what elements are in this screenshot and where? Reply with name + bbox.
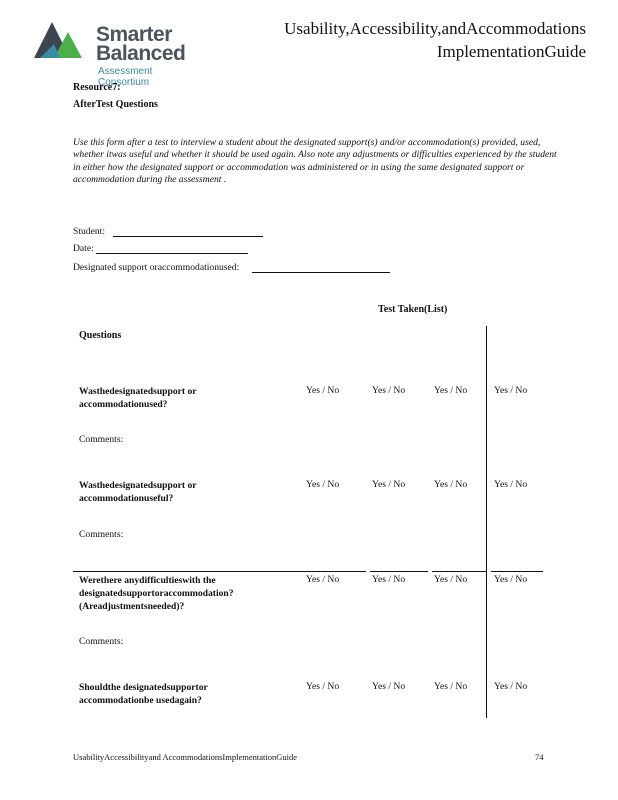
question-1 bbox=[79, 385, 299, 411]
question-3-line2: designatedsupportoraccommodation? bbox=[79, 588, 234, 599]
date-field bbox=[73, 243, 248, 254]
designated-line[interactable] bbox=[252, 262, 390, 273]
document-title-line1: Usability,Accessibility,andAccommodations bbox=[284, 19, 586, 38]
comments-label: Comments: bbox=[79, 434, 124, 445]
page-number: 74 bbox=[535, 752, 544, 762]
table-horizontal-divider bbox=[73, 571, 543, 572]
answer-yes-no[interactable]: Yes / No bbox=[306, 574, 340, 585]
answer-yes-no[interactable]: Yes / No bbox=[434, 385, 468, 396]
question-3-line1: Werethere anydifficultieswith the bbox=[79, 575, 216, 586]
answer-yes-no[interactable]: Yes / No bbox=[434, 681, 468, 692]
question-4 bbox=[79, 681, 299, 707]
instructions-paragraph: Use this form after a test to interview a student about the designated support(s) and/or accommodation(s) provided, used, whether itwas useful and whether it should be used again. Also note any adjustments or difficulties experienced by the student in either how the designated support or accommodation was administered or in using the same designated support or accommodation during the assessment . bbox=[73, 137, 557, 186]
logo-mark-icon bbox=[30, 14, 100, 64]
answer-yes-no[interactable]: Yes / No bbox=[372, 385, 406, 396]
question-2 bbox=[79, 479, 299, 505]
logo-text-consortium: Assessment Consortium bbox=[98, 66, 153, 88]
divider-gap bbox=[487, 571, 491, 572]
question-1-line1: Wasthedesignatedsupport or bbox=[79, 386, 197, 397]
question-3 bbox=[79, 574, 299, 613]
question-4-line2: accommodationbe usedagain? bbox=[79, 695, 202, 706]
designated-field bbox=[73, 262, 390, 273]
document-title-line2: ImplementationGuide bbox=[436, 42, 586, 61]
answer-yes-no[interactable]: Yes / No bbox=[434, 479, 468, 490]
comments-label: Comments: bbox=[79, 529, 124, 540]
answer-yes-no[interactable]: Yes / No bbox=[494, 681, 528, 692]
logo-text-smarter: Smarter bbox=[96, 23, 172, 46]
document-title bbox=[206, 17, 586, 63]
form-title: AfterTest Questions bbox=[73, 99, 158, 110]
answer-yes-no[interactable]: Yes / No bbox=[494, 574, 528, 585]
student-line[interactable] bbox=[113, 226, 263, 237]
answer-yes-no[interactable]: Yes / No bbox=[306, 681, 340, 692]
student-field bbox=[73, 226, 263, 237]
answer-yes-no[interactable]: Yes / No bbox=[372, 479, 406, 490]
question-3-line3: (Areadjustmentsneeded)? bbox=[79, 601, 185, 612]
question-2-line2: accommodationuseful? bbox=[79, 493, 174, 504]
answer-yes-no[interactable]: Yes / No bbox=[434, 574, 468, 585]
logo-text-balanced: Balanced bbox=[96, 42, 186, 65]
answer-yes-no[interactable]: Yes / No bbox=[372, 681, 406, 692]
resource-label: Resource7: bbox=[73, 82, 121, 93]
questions-header: Questions bbox=[79, 330, 122, 341]
answer-yes-no[interactable]: Yes / No bbox=[494, 479, 528, 490]
footer-title: UsabilityAccessibilityand AccommodationsImplementationGuide bbox=[73, 752, 298, 762]
answer-yes-no[interactable]: Yes / No bbox=[306, 479, 340, 490]
divider-gap bbox=[366, 571, 370, 572]
table-vertical-divider bbox=[486, 326, 487, 718]
divider-gap bbox=[428, 571, 432, 572]
answer-yes-no[interactable]: Yes / No bbox=[494, 385, 528, 396]
question-1-line2: accommodationused? bbox=[79, 399, 168, 410]
comments-label: Comments: bbox=[79, 636, 124, 647]
question-4-line1: Shouldthe designatedsupportor bbox=[79, 682, 208, 693]
date-label: Date: bbox=[73, 243, 94, 254]
test-taken-header: Test Taken(List) bbox=[378, 304, 448, 315]
answer-yes-no[interactable]: Yes / No bbox=[372, 574, 406, 585]
question-2-line1: Wasthedesignatedsupport or bbox=[79, 480, 197, 491]
designated-label: Designated support oraccommodationused: bbox=[73, 262, 240, 273]
student-label: Student: bbox=[73, 226, 105, 237]
answer-yes-no[interactable]: Yes / No bbox=[306, 385, 340, 396]
date-line[interactable] bbox=[96, 243, 248, 254]
